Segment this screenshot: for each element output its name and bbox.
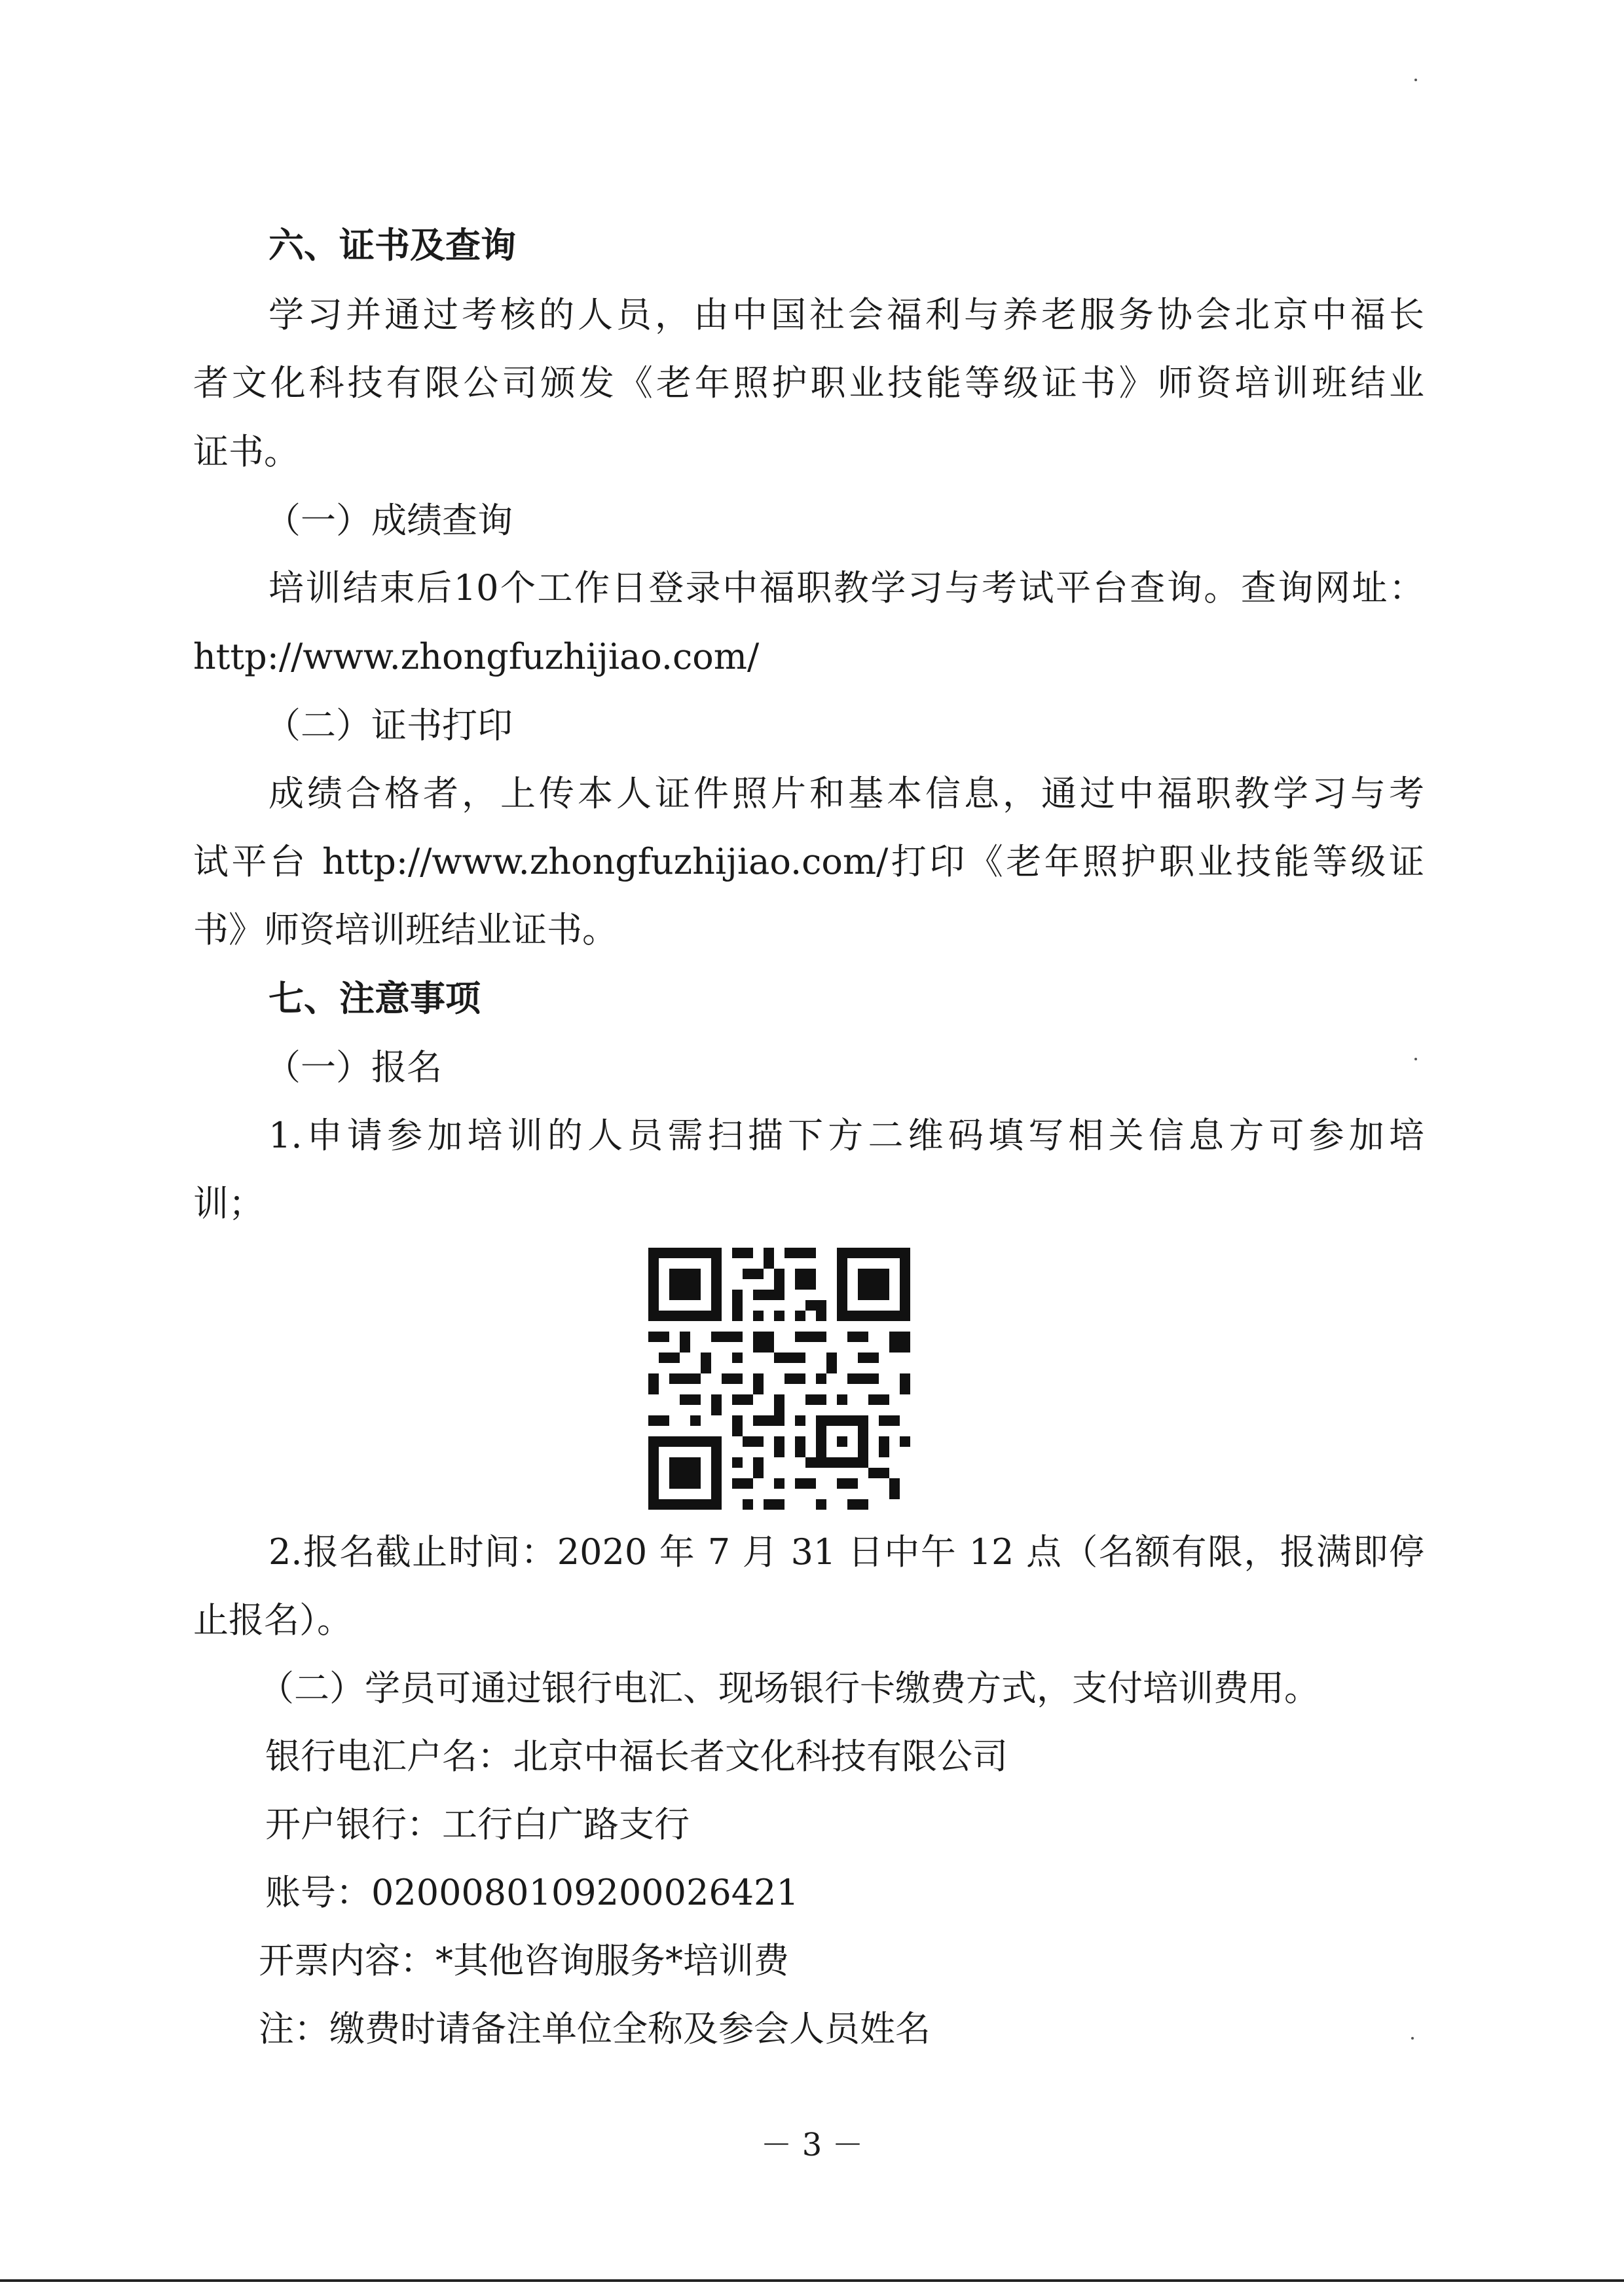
registration-item1-line-1: 1.申请参加培训的人员需扫描下方二维码填写相关信息方可参加培 (268, 1115, 1424, 1156)
subsection-registration-title: （一）报名 (265, 1047, 442, 1088)
score-query-url: http://www.zhongfuzhijiao.com/ (193, 636, 760, 677)
scan-bottom-edge (0, 2279, 1624, 2282)
registration-item2-line-1: 2.报名截止时间：2020 年 7 月 31 日中午 12 点（名额有限，报满即停 (268, 1531, 1424, 1573)
score-query-line-1: 培训结束后10个工作日登录中福职教学习与考试平台查询。查询网址： (268, 567, 1424, 608)
section6-para-line-2: 者文化科技有限公司颁发《老年照护职业技能等级证书》师资培训班结业 (193, 362, 1424, 403)
bank-account-name: 银行电汇户名：北京中福长者文化科技有限公司 (265, 1736, 1008, 1777)
invoice-content: 开票内容：*其他咨询服务*培训费 (259, 1940, 789, 1981)
section7-heading: 七、注意事项 (268, 978, 481, 1019)
subsection-score-query-title: （一）成绩查询 (265, 500, 513, 541)
payment-note: 注：缴费时请备注单位全称及参会人员姓名 (259, 2008, 931, 2049)
registration-item2-line-2: 止报名）。 (193, 1599, 352, 1641)
certificate-print-line-2: 试平台 http://www.zhongfuzhijiao.com/打印《老年照护职业技能等级证 (193, 841, 1424, 882)
page-number: － 3 － (760, 2127, 864, 2163)
scan-speck (1411, 2037, 1414, 2040)
section6-heading: 六、证书及查询 (268, 225, 516, 266)
bank-account-number: 账号：0200080109200026421 (265, 1872, 799, 1913)
scan-speck (1414, 79, 1417, 81)
section6-para-line-1: 学习并通过考核的人员，由中国社会福利与养老服务协会北京中福长 (268, 294, 1424, 335)
certificate-print-line-1: 成绩合格者，上传本人证件照片和基本信息，通过中福职教学习与考 (268, 773, 1424, 814)
scan-speck (1414, 1058, 1417, 1060)
registration-item1-line-2: 训； (193, 1183, 264, 1224)
section6-para-line-3: 证书。 (193, 431, 299, 472)
bank-branch: 开户银行：工行白广路支行 (265, 1804, 690, 1845)
certificate-print-line-3: 书》师资培训班结业证书。 (193, 909, 618, 950)
qr-code-icon (648, 1248, 910, 1510)
subsection-payment-line: （二）学员可通过银行电汇、现场银行卡缴费方式，支付培训费用。 (259, 1668, 1320, 1709)
subsection-certificate-print-title: （二）证书打印 (265, 705, 513, 746)
